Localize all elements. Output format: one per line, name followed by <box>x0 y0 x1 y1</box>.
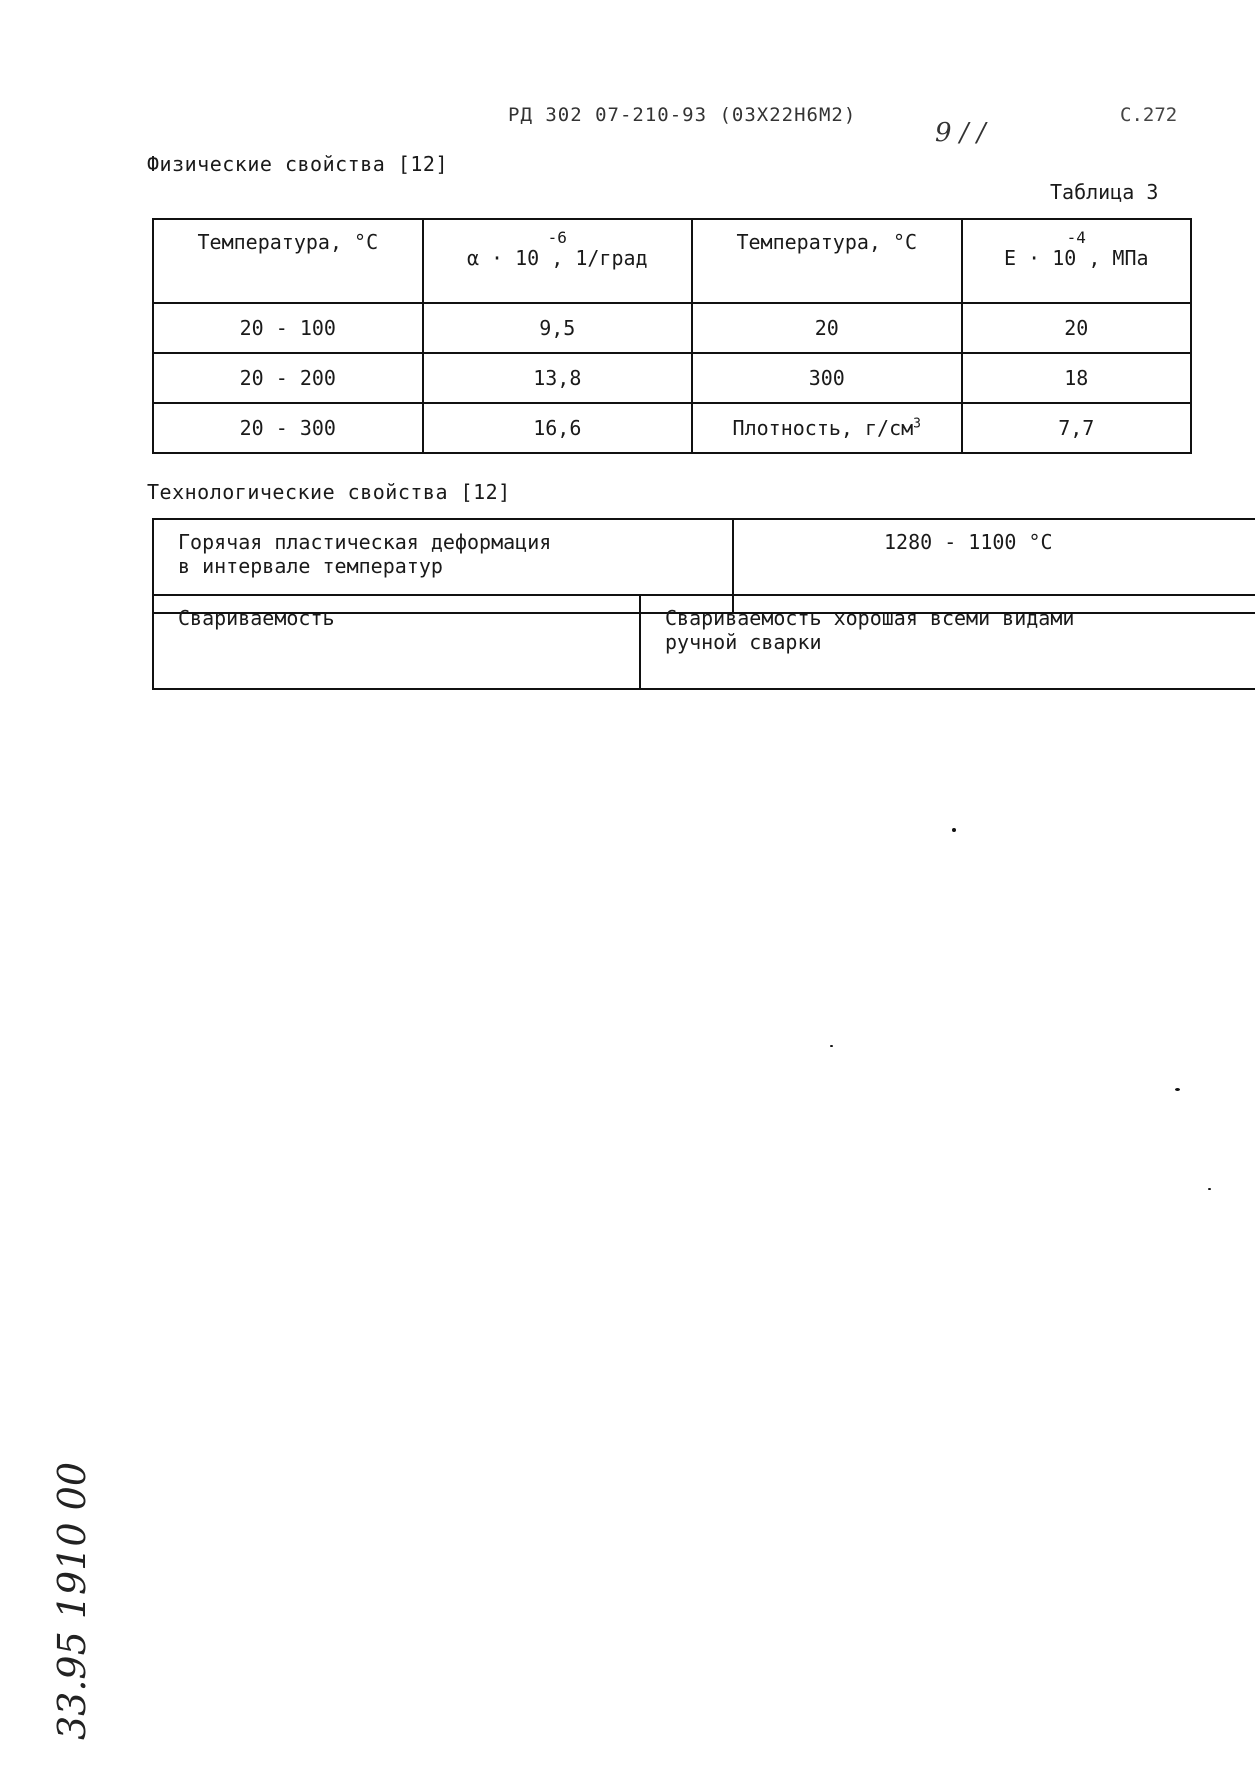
page-number: С.272 <box>1120 104 1178 126</box>
handwritten-corner-mark: 9 / / <box>935 118 986 148</box>
cell-modulus: 20 <box>962 303 1191 353</box>
cell-density <box>692 403 962 453</box>
scan-speck <box>952 828 956 832</box>
alpha-label: α · 10 , 1/град <box>466 246 648 270</box>
label-line: Горячая пластическая деформация <box>178 530 552 554</box>
scan-speck <box>830 1045 833 1047</box>
cell-temp: 20 - 200 <box>153 353 423 403</box>
cell-temp2: 20 <box>692 303 962 353</box>
header-modulus <box>962 219 1191 303</box>
alpha-exponent: -6 <box>547 228 567 247</box>
table-header-row <box>153 219 1191 303</box>
cell-alpha: 16,6 <box>423 403 692 453</box>
table-row <box>153 403 1191 453</box>
cell-density-value: 7,7 <box>962 403 1191 453</box>
cell-temp2: 300 <box>692 353 962 403</box>
modulus-label: Е · 10 , МПа <box>1004 246 1149 270</box>
physical-properties-title: Физические свойства [12] <box>147 152 448 176</box>
physical-properties-table <box>152 218 1192 454</box>
document-code: РД 302 07-210-93 (03Х22Н6М2) <box>508 104 857 126</box>
table-row <box>153 353 1191 403</box>
table-row <box>153 595 1255 689</box>
scan-speck <box>1208 1188 1211 1190</box>
header-temperature: Температура, °С <box>153 219 423 303</box>
hot-deformation-value: 1280 - 1100 °С <box>733 519 1255 613</box>
cell-modulus: 18 <box>962 353 1191 403</box>
weldability-table <box>152 594 1255 690</box>
value-line: Свариваемость хорошая всеми видами <box>665 606 1075 630</box>
cell-alpha: 13,8 <box>423 353 692 403</box>
cell-alpha: 9,5 <box>423 303 692 353</box>
handwritten-margin-note: 33.95 1910 00 <box>50 1461 94 1740</box>
value-line: ручной сварки <box>665 630 822 654</box>
weldability-value <box>640 595 1255 689</box>
modulus-exponent: -4 <box>1066 228 1086 247</box>
cell-temp: 20 - 100 <box>153 303 423 353</box>
header-alpha <box>423 219 692 303</box>
table-row <box>153 303 1191 353</box>
technological-properties-title: Технологические свойства [12] <box>147 480 511 504</box>
density-unit-superscript: 3 <box>913 416 921 432</box>
cell-temp: 20 - 300 <box>153 403 423 453</box>
density-label: Плотность, г/см <box>732 416 914 440</box>
label-line: в интервале температур <box>178 554 443 578</box>
weldability-label: Свариваемость <box>153 595 640 689</box>
table-caption: Таблица 3 <box>1050 180 1159 204</box>
header-temperature-2: Температура, °С <box>692 219 962 303</box>
scan-speck <box>1175 1088 1180 1091</box>
